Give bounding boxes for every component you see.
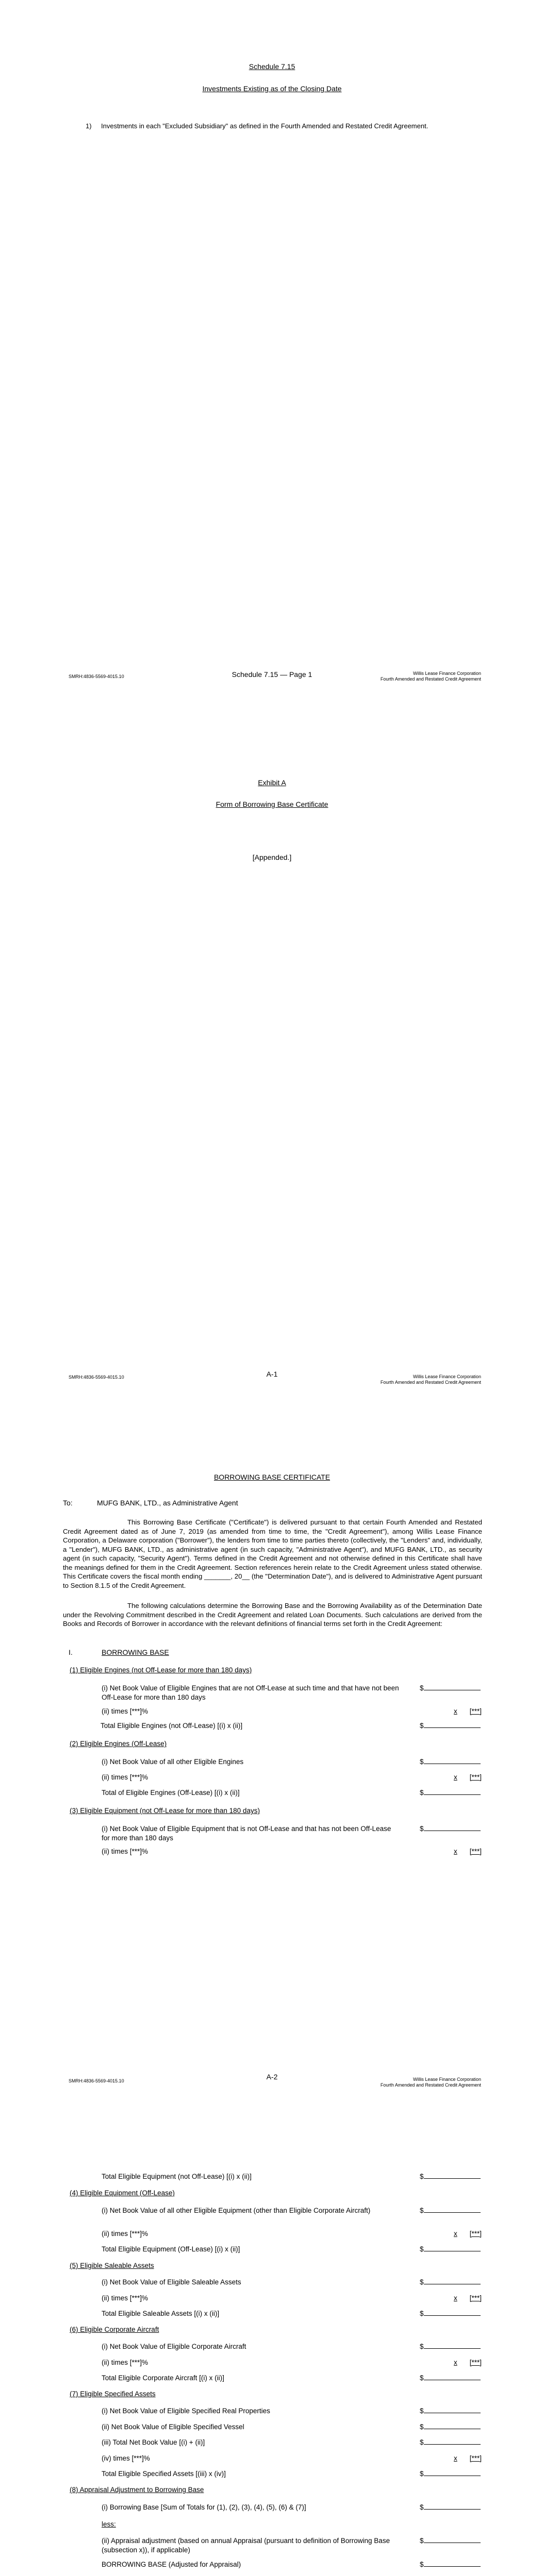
table-row — [102, 2294, 482, 2303]
row-value — [420, 1847, 482, 1856]
dollar-sign: $ — [420, 2423, 424, 2431]
table-row — [102, 1788, 482, 1798]
blank-line[interactable] — [424, 2343, 481, 2349]
times-x: x — [453, 2294, 457, 2302]
section-number: I. — [69, 1648, 73, 1656]
dollar-sign: $ — [420, 2374, 424, 2382]
row-value — [420, 2438, 482, 2447]
footer-page-number: A-2 — [266, 2073, 278, 2081]
addressee-value: MUFG BANK, LTD., as Administrative Agent — [97, 1499, 238, 1507]
row-value — [420, 1684, 482, 1693]
blank-line[interactable] — [424, 2470, 481, 2476]
row-value — [420, 2229, 482, 2239]
blank-line[interactable] — [424, 1758, 481, 1764]
dollar-sign: $ — [420, 2343, 424, 2350]
intro-paragraph — [63, 1518, 482, 1590]
table-row — [102, 2438, 482, 2447]
row-label: Total of Eligible Engines (Off-Lease) [(i) x (ii)] — [102, 1789, 240, 1797]
dollar-sign: $ — [420, 2503, 424, 2511]
schedule-subtitle: Investments Existing as of the Closing Date — [202, 84, 342, 93]
list-item — [86, 122, 483, 131]
row-label: (ii) times [***]% — [102, 1773, 149, 1781]
table-row — [102, 2520, 482, 2529]
row-value — [420, 2454, 482, 2463]
row-label: (iv) times [***]% — [102, 2454, 150, 2462]
blank-line[interactable] — [424, 2438, 481, 2445]
footer-company — [381, 2077, 481, 2089]
row-label: BORROWING BASE (Adjusted for Appraisal) — [102, 2561, 241, 2568]
footer-company — [381, 1374, 481, 1386]
blank-line[interactable] — [424, 1722, 481, 1728]
row-label: (ii) Net Book Value of Eligible Specified Vessel — [102, 2423, 244, 2431]
times-x: x — [453, 1773, 457, 1781]
row-value — [420, 1721, 482, 1731]
blank-line[interactable] — [424, 1825, 481, 1831]
row-value — [420, 2406, 482, 2416]
row-label: (i) Borrowing Base [Sum of Totals for (1), (2), (3), (4), (5), (6) & (7)] — [102, 2503, 306, 2511]
footer-agreement-name: Fourth Amended and Restated Credit Agreement — [380, 1380, 481, 1385]
blank-line[interactable] — [424, 2374, 481, 2380]
dollar-sign: $ — [420, 1758, 424, 1766]
table-row — [102, 2206, 482, 2215]
dollar-sign: $ — [420, 2173, 424, 2180]
dollar-sign: $ — [420, 2278, 424, 2286]
row-value — [420, 1773, 482, 1782]
subsection-4-title: (4) Eligible Equipment (Off-Lease) — [70, 2189, 175, 2197]
calculation-paragraph — [63, 1601, 482, 1629]
row-value — [420, 1824, 482, 1834]
subsection-6-heading — [70, 2325, 159, 2334]
row-value — [420, 2358, 482, 2367]
row-label: (i) Net Book Value of all other Eligible Engines — [102, 1758, 244, 1766]
section-heading — [69, 1648, 169, 1657]
footer-page-number: Schedule 7.15 — Page 1 — [232, 670, 312, 679]
table-row — [102, 2172, 482, 2181]
blank-line[interactable] — [424, 2207, 481, 2213]
page-exhibit-a — [0, 703, 544, 1405]
footer-company-name: Willis Lease Finance Corporation — [413, 1374, 481, 1379]
list-item-text: Investments in each "Excluded Subsidiary" as defined in the Fourth Amended and Restated Credit Agreement. — [101, 122, 428, 130]
row-value — [420, 2278, 482, 2287]
row-label: Total Eligible Corporate Aircraft [(i) x (ii)] — [102, 2374, 224, 2382]
list-item-number: 1) — [86, 122, 92, 130]
blank-line[interactable] — [424, 2278, 481, 2284]
times-x: x — [453, 2359, 457, 2366]
row-label: (i) Net Book Value of Eligible Corporate Aircraft — [102, 2343, 246, 2350]
table-row — [102, 1707, 482, 1716]
row-label: (i) Net Book Value of all other Eligible Equipment (other than Eligible Corporate Aircraft) — [102, 2207, 371, 2214]
footer-doc-id: SMRH:4836-5569-4015.10 — [69, 1375, 124, 1380]
table-row — [102, 1847, 482, 1856]
row-label: Total Eligible Equipment (Off-Lease) [(i) x (ii)] — [102, 2245, 240, 2253]
row-value — [420, 2374, 482, 2383]
appended-note: [Appended.] — [252, 853, 292, 861]
dollar-sign: $ — [420, 1789, 424, 1797]
redacted-percent: [***] — [469, 2454, 482, 2462]
page-schedule-7-15 — [0, 0, 544, 703]
footer-agreement-name: Fourth Amended and Restated Credit Agreement — [380, 2082, 481, 2088]
page-borrowing-base-certificate-1 — [0, 1405, 544, 2108]
row-label: (ii) times [***]% — [102, 1707, 149, 1715]
row-value — [420, 1757, 482, 1767]
table-row — [102, 2422, 482, 2432]
dollar-sign: $ — [420, 1722, 424, 1730]
row-label: (i) Net Book Value of Eligible Saleable Assets — [102, 2278, 241, 2286]
dollar-sign: $ — [420, 1825, 424, 1833]
blank-line[interactable] — [424, 2173, 481, 2179]
subsection-8-title: (8) Appraisal Adjustment to Borrowing Base — [70, 2486, 204, 2494]
row-value — [420, 1707, 482, 1716]
footer-company-name: Willis Lease Finance Corporation — [413, 2077, 481, 2082]
addressee-line — [63, 1498, 238, 1508]
row-value — [420, 2342, 482, 2351]
blank-line[interactable] — [424, 1684, 481, 1690]
table-row — [102, 1721, 482, 1731]
table-row — [102, 2278, 482, 2287]
footer-agreement-name: Fourth Amended and Restated Credit Agreement — [380, 676, 481, 682]
dollar-sign: $ — [420, 2537, 424, 2545]
row-label: Total Eligible Equipment (not Off-Lease) [(i) x (ii)] — [102, 2173, 252, 2180]
table-row — [102, 2374, 482, 2383]
dollar-sign: $ — [420, 1684, 424, 1692]
blank-line[interactable] — [424, 2407, 481, 2413]
row-label: (i) Net Book Value of Eligible Specified Real Properties — [102, 2407, 270, 2415]
table-row — [102, 2309, 482, 2318]
subsection-7-heading — [70, 2389, 156, 2399]
table-row — [102, 1757, 482, 1767]
row-label: (ii) times [***]% — [102, 2359, 149, 2366]
table-row — [102, 1684, 482, 1702]
schedule-title: Schedule 7.15 — [249, 62, 295, 71]
table-row — [102, 2503, 482, 2512]
row-label: Total Eligible Saleable Assets [(i) x (ii)] — [102, 2310, 220, 2317]
row-label: (i) Net Book Value of Eligible Equipment that is not Off-Lease and that has not been Off-Lease for more than 180 days — [102, 1825, 391, 1842]
table-row — [102, 2560, 482, 2569]
redacted-percent: [***] — [469, 1773, 482, 1781]
footer-page-number: A-1 — [266, 1370, 278, 1378]
dollar-sign: $ — [420, 2561, 424, 2568]
subsection-8-heading — [70, 2485, 204, 2495]
row-label-less: less: — [102, 2520, 116, 2528]
footer-doc-id: SMRH:4836-5569-4015.10 — [69, 674, 124, 679]
dollar-sign: $ — [420, 2407, 424, 2415]
blank-line[interactable] — [424, 2537, 481, 2543]
redacted-percent: [***] — [469, 1707, 482, 1715]
subsection-1-title: (1) Eligible Engines (not Off-Lease for more than 180 days) — [70, 1666, 252, 1674]
times-x: x — [453, 1848, 457, 1855]
page-borrowing-base-certificate-2 — [0, 2108, 544, 2576]
row-value — [420, 2536, 482, 2546]
redacted-percent: [***] — [469, 2294, 482, 2302]
certificate-title: BORROWING BASE CERTIFICATE — [213, 1473, 331, 1481]
table-row — [102, 1773, 482, 1782]
dollar-sign: $ — [420, 2245, 424, 2253]
blank-line[interactable] — [424, 2561, 481, 2567]
exhibit-subtitle: Form of Borrowing Base Certificate — [216, 800, 328, 808]
row-value — [420, 2206, 482, 2215]
section-title: BORROWING BASE — [102, 1648, 169, 1656]
row-label: (i) Net Book Value of Eligible Engines that are not Off-Lease at such time and that have not been Off-Lease for more than 180 days — [102, 1684, 399, 1702]
row-label: Total Eligible Specified Assets [(iii) x (iv)] — [102, 2470, 226, 2478]
subsection-6-title: (6) Eligible Corporate Aircraft — [70, 2326, 159, 2333]
blank-line[interactable] — [424, 2503, 481, 2510]
redacted-percent: [***] — [469, 2359, 482, 2366]
table-row — [102, 2245, 482, 2254]
subsection-3-title: (3) Eligible Equipment (not Off-Lease for more than 180 days) — [70, 1807, 260, 1815]
calculation-paragraph-text: The following calculations determine the Borrowing Base and the Borrowing Availability as of the Determination Date under the Revolving Commitment described in the Credit Agreement and related Loan Documents. Such calculations are derived from the Books and Records of Borrower in accordance with the relevant definitions of financial terms set forth in the Credit Agreement: — [63, 1602, 482, 1628]
subsection-4-heading — [70, 2189, 175, 2198]
dollar-sign: $ — [420, 2207, 424, 2214]
table-row — [102, 2229, 482, 2239]
blank-line[interactable] — [424, 1789, 481, 1795]
subsection-3-heading — [70, 1806, 260, 1816]
exhibit-title: Exhibit A — [258, 778, 286, 787]
row-value — [420, 2309, 482, 2318]
times-x: x — [453, 1707, 457, 1715]
row-label: (ii) times [***]% — [102, 2294, 149, 2302]
row-value — [420, 2469, 482, 2479]
subsection-2-title: (2) Eligible Engines (Off-Lease) — [70, 1740, 167, 1748]
footer-company — [381, 671, 481, 683]
subsection-2-heading — [70, 1739, 167, 1749]
table-row — [102, 1824, 482, 1843]
row-value — [420, 2422, 482, 2432]
intro-paragraph-text: This Borrowing Base Certificate ("Certificate") is delivered pursuant to that certain Fourth Amended and Restated Credit Agreement dated as of June 7, 2019 (as amended from time to time, the "Credit Agreement"), among Willis Lease Finance Corporation, a Delaware corporation ("Borrower"), the lenders from time to time parties thereto (collectively, the "Lenders" and, individually, a "Lender"), MUFG BANK, LTD., as administrative agent (in such capacity, "Administrative Agent"), and MUFG BANK, LTD., as security agent (in such capacity, "Security Agent"). Terms defined in the Credit Agreement and not otherwise defined in this Certificate shall have the meanings defined for them in the Credit Agreement. Section references herein relate to the Credit Agreement unless stated otherwise. This Certificate covers the fiscal month ending _______, 20__ (the "Determination Date"), and is delivered to Administrative Agent pursuant to Section 8.1.5 of the Credit Agreement. — [63, 1518, 482, 1589]
row-value — [420, 2172, 482, 2181]
table-row — [102, 2358, 482, 2367]
table-row — [102, 2536, 482, 2555]
row-value — [420, 2294, 482, 2303]
row-value — [420, 2245, 482, 2254]
table-row — [102, 2406, 482, 2416]
footer-doc-id: SMRH:4836-5569-4015.10 — [69, 2078, 124, 2083]
row-label: Total Eligible Engines (not Off-Lease) [(i) x (ii)] — [101, 1722, 243, 1730]
row-label: (ii) times [***]% — [102, 1848, 149, 1855]
table-row — [102, 2469, 482, 2479]
blank-line[interactable] — [424, 2310, 481, 2316]
subsection-7-title: (7) Eligible Specified Assets — [70, 2390, 156, 2398]
dollar-sign: $ — [420, 2438, 424, 2446]
row-value — [420, 2503, 482, 2512]
addressee-label: To: — [63, 1499, 73, 1507]
row-label: (ii) Appraisal adjustment (based on annual Appraisal (pursuant to definition of Borrowing Base (subsection x)), if applicable) — [102, 2537, 390, 2554]
times-x: x — [453, 2230, 457, 2238]
table-row — [102, 2342, 482, 2351]
subsection-1-heading — [70, 1666, 252, 1675]
blank-line[interactable] — [424, 2423, 481, 2429]
row-value — [420, 2560, 482, 2569]
table-row — [102, 2454, 482, 2463]
dollar-sign: $ — [420, 2470, 424, 2478]
redacted-percent: [***] — [469, 2230, 482, 2238]
subsection-5-title: (5) Eligible Saleable Assets — [70, 2262, 154, 2269]
row-label: (ii) times [***]% — [102, 2230, 149, 2238]
blank-line[interactable] — [424, 2245, 481, 2251]
subsection-5-heading — [70, 2261, 154, 2270]
dollar-sign: $ — [420, 2310, 424, 2317]
row-label: (iii) Total Net Book Value [(i) + (ii)] — [102, 2438, 205, 2446]
times-x: x — [453, 2454, 457, 2462]
footer-company-name: Willis Lease Finance Corporation — [413, 671, 481, 676]
redacted-percent: [***] — [469, 1848, 482, 1855]
row-value — [420, 1788, 482, 1798]
